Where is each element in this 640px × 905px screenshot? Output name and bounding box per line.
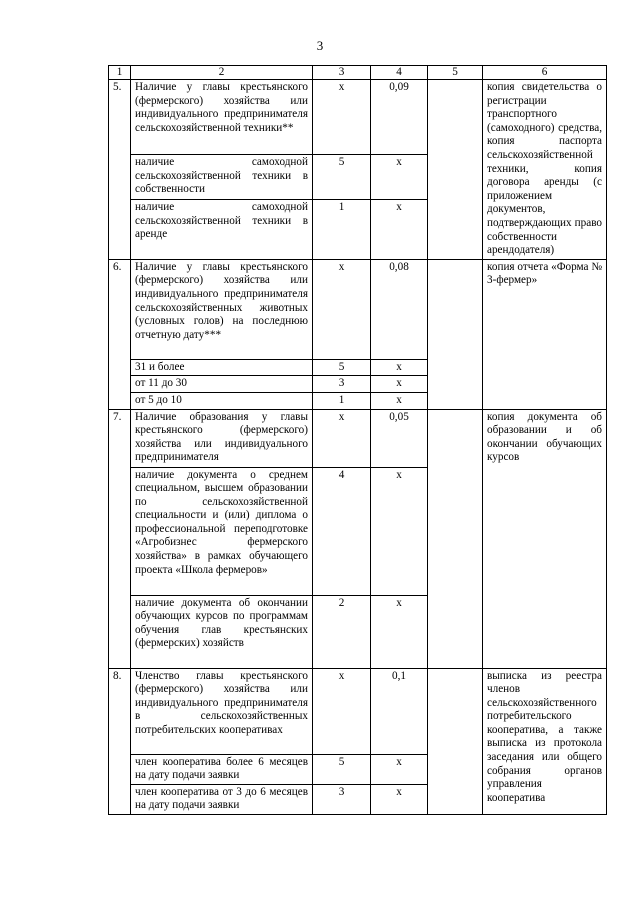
weight-cell: 0,08 — [371, 259, 428, 359]
score-cell: 4 — [313, 467, 371, 595]
weight-cell: х — [371, 200, 428, 260]
score-cell: 5 — [313, 754, 371, 784]
criterion-text: Наличие у главы крестьянского (фермерского) хозяйства или индивидуального предпринимателя сельскохозяйственных животных (условных голов) на последнюю отчетную дату*** — [131, 259, 313, 359]
header-col-4: 4 — [371, 66, 428, 80]
table-row — [109, 259, 607, 359]
score-cell: 3 — [313, 376, 371, 393]
empty-cell — [428, 259, 483, 409]
criterion-text: Наличие у главы крестьянского (фермерского) хозяйства или индивидуального предпринимателя сельскохозяйственной техники** — [131, 80, 313, 155]
score-cell: х — [313, 259, 371, 359]
score-cell: 3 — [313, 784, 371, 814]
criterion-text: Наличие образования у главы крестьянского (фермерского) хозяйства или индивидуального предпринимателя — [131, 409, 313, 467]
empty-cell — [428, 409, 483, 668]
row-number: 7. — [109, 409, 131, 668]
table-row — [109, 409, 607, 467]
criteria-table — [108, 65, 607, 815]
document-text: копия свидетельства о регистрации транспортного (самоходного) средства, копия паспорта сельскохозяйственной техники, копия договора аренды (с приложением документов, подтверждающих право собственности арендодателя) — [483, 80, 607, 260]
row-number: 6. — [109, 259, 131, 409]
score-cell: 1 — [313, 392, 371, 409]
document-text: выписка из реестра членов сельскохозяйственного потребительского кооператива, а также выписка из протокола заседания или общего собрания органов управления кооператива — [483, 668, 607, 814]
weight-cell: х — [371, 467, 428, 595]
empty-cell — [428, 668, 483, 814]
score-cell: 1 — [313, 200, 371, 260]
score-cell: 5 — [313, 359, 371, 376]
empty-cell — [428, 80, 483, 260]
weight-cell: х — [371, 154, 428, 199]
header-col-1: 1 — [109, 66, 131, 80]
document-text: копия документа об образовании и об окончании обучающих курсов — [483, 409, 607, 668]
subcriterion-text: наличие документа об окончании обучающих курсов по программам обучения глав крестьянских (фермерских) хозяйств — [131, 595, 313, 668]
subcriterion-text: от 11 до 30 — [131, 376, 313, 393]
score-cell: х — [313, 668, 371, 754]
score-cell: х — [313, 80, 371, 155]
header-col-3: 3 — [313, 66, 371, 80]
weight-cell: х — [371, 754, 428, 784]
score-cell: 5 — [313, 154, 371, 199]
document-text: копия отчета «Форма № 3-фермер» — [483, 259, 607, 409]
weight-cell: х — [371, 359, 428, 376]
subcriterion-text: наличие самоходной сельскохозяйственной техники в аренде — [131, 200, 313, 260]
weight-cell: х — [371, 392, 428, 409]
weight-cell: х — [371, 595, 428, 668]
score-cell: х — [313, 409, 371, 467]
weight-cell: х — [371, 376, 428, 393]
subcriterion-text: от 5 до 10 — [131, 392, 313, 409]
weight-cell: 0,05 — [371, 409, 428, 467]
subcriterion-text: наличие самоходной сельскохозяйственной техники в собственности — [131, 154, 313, 199]
weight-cell: х — [371, 784, 428, 814]
header-col-5: 5 — [428, 66, 483, 80]
subcriterion-text: 31 и более — [131, 359, 313, 376]
subcriterion-text: член кооператива более 6 месяцев на дату подачи заявки — [131, 754, 313, 784]
header-row — [109, 66, 607, 80]
criterion-text: Членство главы крестьянского (фермерского) хозяйства или индивидуального предпринимателя в сельскохозяйственных потребительских кооперативах — [131, 668, 313, 754]
header-col-6: 6 — [483, 66, 607, 80]
row-number: 5. — [109, 80, 131, 260]
row-number: 8. — [109, 668, 131, 814]
page-number: 3 — [316, 38, 324, 53]
table-row — [109, 80, 607, 155]
weight-cell: 0,1 — [371, 668, 428, 754]
score-cell: 2 — [313, 595, 371, 668]
header-col-2: 2 — [131, 66, 313, 80]
table-row — [109, 668, 607, 754]
weight-cell: 0,09 — [371, 80, 428, 155]
subcriterion-text: член кооператива от 3 до 6 месяцев на дату подачи заявки — [131, 784, 313, 814]
subcriterion-text: наличие документа о среднем специальном, высшем образовании по сельскохозяйственной специальности и (или) диплома о профессиональной переподготовке «Агробизнес фермерского хозяйства» в рамках обучающего проекта «Школа фермеров» — [131, 467, 313, 595]
